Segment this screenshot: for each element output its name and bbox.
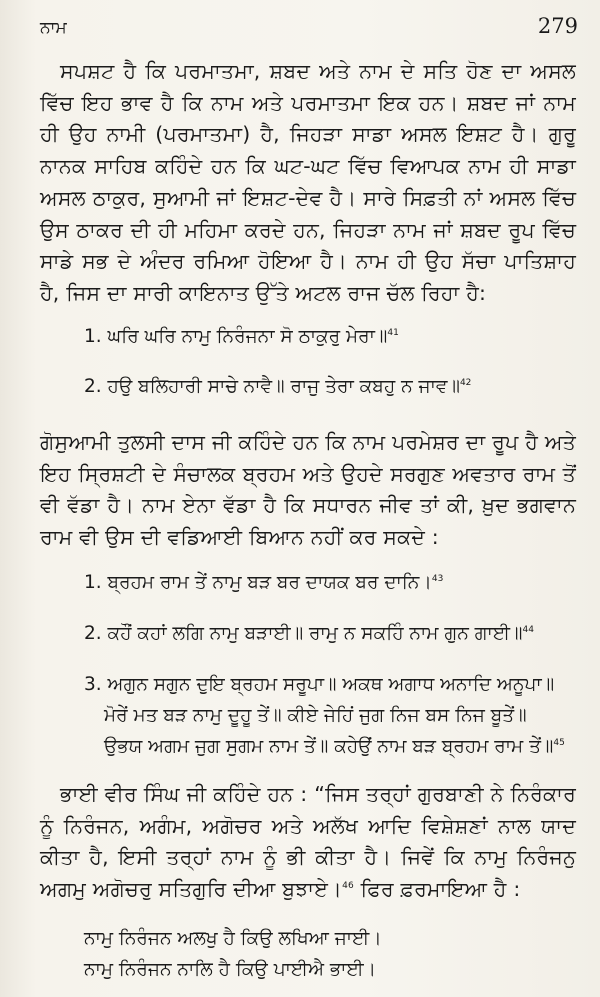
verse-text: 1. ਬ੍ਰਹਮ ਰਾਮ ਤੇਂ ਨਾਮੁ ਬੜ ਬਰ ਦਾਯਕ ਬਰ ਦਾਨਿ। [84,572,432,593]
footnote-ref: 44 [522,624,534,635]
footnote-ref: 45 [553,737,565,748]
paragraph-3-text: ਭਾਈ ਵੀਰ ਸਿੰਘ ਜੀ ਕਹਿੰਦੇ ਹਨ : “ਜਿਸ ਤਰ੍ਹਾਂ ਗੁਰਬਾਣੀ ਨੇ ਨਿਰੰਕਾਰ ਨੂੰ ਨਿਰੰਜਨ, ਅਗੰਮ, ਅਗੋਚਰ ਅਤੇ ਅਲੱਖ ਆਦਿ ਵਿਸ਼ੇਸ਼ਣਾਂ ਨਾਲ ਯਾਦ ਕੀਤਾ ਹੈ, ਇਸੀ ਤਰ੍ਹਾਂ ਨਾਮ ਨੂੰ ਭੀ ਕੀਤਾ ਹੈ। ਜਿਵੇਂ ਕਿ ਨਾਮੁ ਨਿਰੰਜਨੁ ਅਗਮੁ ਅਗੋਚਰੁ ਸਤਿਗੁਰਿ ਦੀਆ ਬੁਝਾਏ। [40,782,576,902]
paragraph-1: ਸਪਸ਼ਟ ਹੈ ਕਿ ਪਰਮਾਤਮਾ, ਸ਼ਬਦ ਅਤੇ ਨਾਮ ਦੇ ਸਤਿ ਹੋਣ ਦਾ ਅਸਲ ਵਿੱਚ ਇਹ ਭਾਵ ਹੈ ਕਿ ਨਾਮ ਅਤੇ ਪਰਮਾਤਮਾ ਇਕ ਹਨ। ਸ਼ਬਦ ਜਾਂ ਨਾਮ ਹੀ ਉਹ ਨਾਮੀ (ਪਰਮਾਤਮਾ) ਹੈ, ਜਿਹੜਾ ਸਾਡਾ ਅਸਲ ਇਸ਼ਟ ਹੈ। ਗੁਰੂ ਨਾਨਕ ਸਾਹਿਬ ਕਹਿੰਦੇ ਹਨ ਕਿ ਘਟ-ਘਟ ਵਿੱਚ ਵਿਆਪਕ ਨਾਮ ਹੀ ਸਾਡਾ ਅਸਲ ਠਾਕੁਰ, ਸੁਆਮੀ ਜਾਂ ਇਸ਼ਟ-ਦੇਵ ਹੈ। ਸਾਰੇ ਸਿਫ਼ਤੀ ਨਾਂ ਅਸਲ ਵਿੱਚ ਉਸ ਠਾਕਰ ਦੀ ਹੀ ਮਹਿਮਾ ਕਰਦੇ ਹਨ, ਜਿਹੜਾ ਨਾਮ ਜਾਂ ਸ਼ਬਦ ਰੂਪ ਵਿੱਚ ਸਾਡੇ ਸਭ ਦੇ ਅੰਦਰ ਰਮਿਆ ਹੋਇਆ ਹੈ। ਨਾਮ ਹੀ ਉਹ ਸੱਚਾ ਪਾਤਿਸ਼ਾਹ ਹੈ, ਜਿਸ ਦਾ ਸਾਰੀ ਕਾਇਨਾਤ ਉੱਤੇ ਅਟਲ ਰਾਜ ਚੱਲ ਰਿਹਾ ਹੈ: [40,59,576,305]
verse-2-3 [84,670,554,700]
verse-1-2 [84,372,471,402]
page-header [40,14,578,44]
footnote-ref: 43 [431,573,444,584]
footnote-ref: 41 [387,327,399,338]
page-number: 279 [537,14,578,38]
running-head: ਨਾਮ [40,18,67,38]
footnote-ref: 42 [459,377,472,388]
verse-text: 2. ਹਉ ਬਲਿਹਾਰੀ ਸਾਚੇ ਨਾਵੈ॥ ਰਾਜੁ ਤੇਰਾ ਕਬਹੁ ਨ ਜਾਵ॥ [84,376,460,397]
verse-2-4 [104,701,527,731]
verse-text: ਮੋਰੇਂ ਮਤ ਬੜ ਨਾਮੁ ਦੂਹੂ ਤੇਂ॥ ਕੀਏ ਜੇਹਿਂ ਜੁਗ ਨਿਜ ਬਸ ਨਿਜ ਬੂਤੇਂ॥ [104,705,527,726]
verse-text: 2. ਕਹੌਂ ਕਹਾਂ ਲਗਿ ਨਾਮੁ ਬੜਾਈ॥ ਰਾਮੁ ਨ ਸਕਹਿੰ ਨਾਮ ਗੁਨ ਗਾਈ॥ [84,623,523,644]
verse-text: ਨਾਮੁ ਨਿਰੰਜਨ ਨਾਲਿ ਹੈ ਕਿਉ ਪਾਈਐ ਭਾਈ। [84,959,377,980]
verse-text: 1. ਘਰਿ ਘਰਿ ਨਾਮੁ ਨਿਰੰਜਨਾ ਸੋ ਠਾਕੁਰੁ ਮੇਰਾ॥ [84,326,388,347]
paragraph-3-tail: ਫਿਰ ਫ਼ਰਮਾਇਆ ਹੈ : [353,877,521,902]
verse-2-2 [84,619,534,649]
verse-2-5 [104,732,565,762]
verse-text: 3. ਅਗੁਨ ਸਗੁਨ ਦੁਇ ਬ੍ਰਹਮ ਸਰੂਪਾ॥ ਅਕਥ ਅਗਾਧ ਅਨਾਦਿ ਅਨੂਪਾ॥ [84,674,555,695]
verse-text: ਉਭਯ ਅਗਮ ਜੁਗ ਸੁਗਮ ਨਾਮ ਤੇਂ॥ ਕਹੇਉਂ ਨਾਮ ਬੜ ਬ੍ਰਹਮ ਰਾਮ ਤੇਂ॥ [104,736,554,757]
verse-3-1 [84,924,382,954]
footnote-ref: 46 [342,881,354,892]
verse-3-2 [84,955,376,985]
verse-text: ਨਾਮੁ ਨਿਰੰਜਨ ਅਲਖੁ ਹੈ ਕਿਉ ਲਖਿਆ ਜਾਈ। [84,928,382,949]
paragraph-2: ਗੋਸੁਆਮੀ ਤੁਲਸੀ ਦਾਸ ਜੀ ਕਹਿੰਦੇ ਹਨ ਕਿ ਨਾਮ ਪਰਮੇਸ਼ਰ ਦਾ ਰੂਪ ਹੈ ਅਤੇ ਇਹ ਸ੍ਰਿਸ਼ਟੀ ਦੇ ਸੰਚਾਲਕ ਬ੍ਰਹਮ ਅਤੇ ਉਹਦੇ ਸਰਗੁਣ ਅਵਤਾਰ ਰਾਮ ਤੋਂ ਵੀ ਵੱਡਾ ਹੈ। ਨਾਮ ਏਨਾ ਵੱਡਾ ਹੈ ਕਿ ਸਧਾਰਨ ਜੀਵ ਤਾਂ ਕੀ, ਖ਼ੁਦ ਭਗਵਾਨ ਰਾਮ ਵੀ ਉਸ ਦੀ ਵਡਿਆਈ ਬਿਆਨ ਨਹੀਂ ਕਰ ਸਕਦੇ : [40,430,576,550]
verse-2-1 [84,568,443,598]
verse-1-1 [84,322,399,352]
paragraph-3 [40,779,576,906]
